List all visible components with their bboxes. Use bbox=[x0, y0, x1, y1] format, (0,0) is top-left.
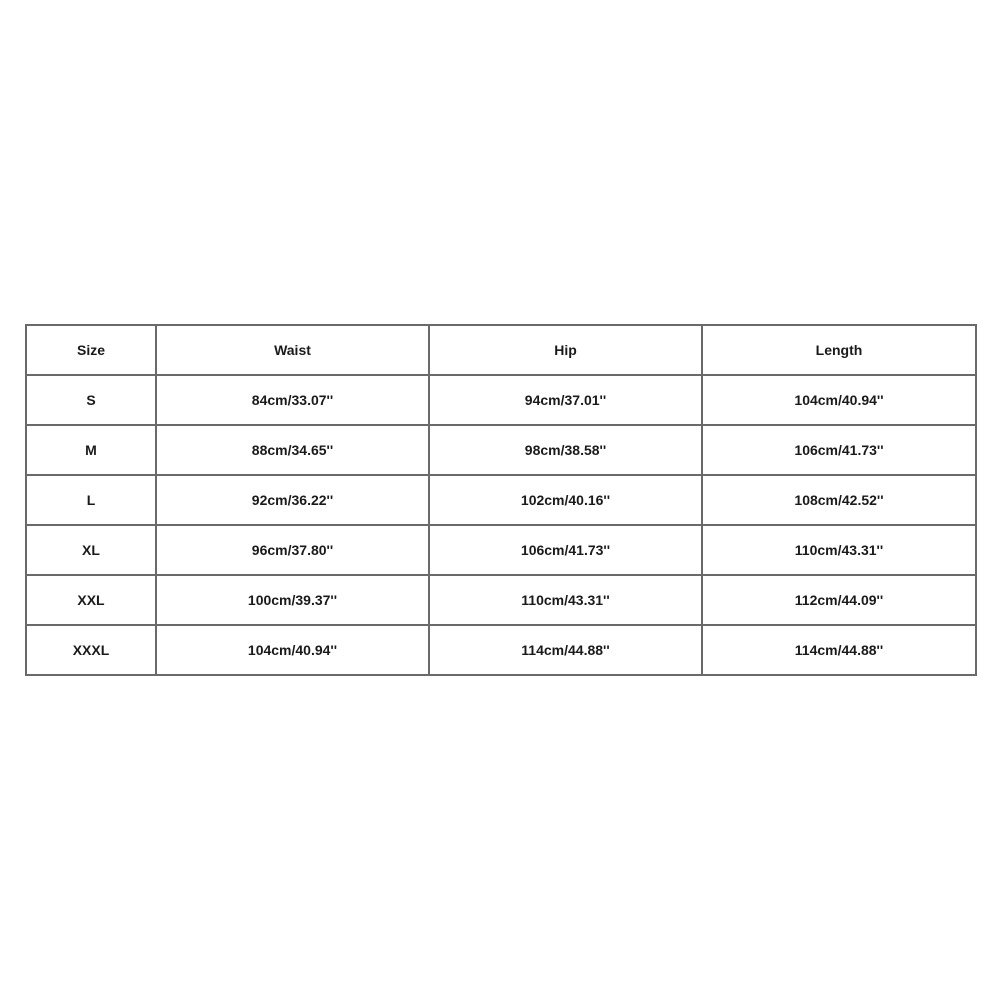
cell-waist: 84cm/33.07'' bbox=[156, 375, 429, 425]
table-row bbox=[26, 625, 976, 675]
cell-length: 106cm/41.73'' bbox=[702, 425, 976, 475]
cell-hip: 98cm/38.58'' bbox=[429, 425, 702, 475]
table-row bbox=[26, 525, 976, 575]
cell-hip: 106cm/41.73'' bbox=[429, 525, 702, 575]
cell-length: 108cm/42.52'' bbox=[702, 475, 976, 525]
header-length: Length bbox=[702, 325, 976, 375]
cell-size: XL bbox=[26, 525, 156, 575]
header-row bbox=[26, 325, 976, 375]
size-chart-table bbox=[25, 324, 977, 676]
table-row bbox=[26, 475, 976, 525]
cell-size: M bbox=[26, 425, 156, 475]
header-waist: Waist bbox=[156, 325, 429, 375]
cell-length: 112cm/44.09'' bbox=[702, 575, 976, 625]
cell-size: XXXL bbox=[26, 625, 156, 675]
cell-length: 110cm/43.31'' bbox=[702, 525, 976, 575]
cell-waist: 104cm/40.94'' bbox=[156, 625, 429, 675]
cell-hip: 102cm/40.16'' bbox=[429, 475, 702, 525]
cell-size: XXL bbox=[26, 575, 156, 625]
cell-size: S bbox=[26, 375, 156, 425]
cell-waist: 88cm/34.65'' bbox=[156, 425, 429, 475]
cell-hip: 110cm/43.31'' bbox=[429, 575, 702, 625]
cell-waist: 96cm/37.80'' bbox=[156, 525, 429, 575]
table-row bbox=[26, 375, 976, 425]
table-row bbox=[26, 425, 976, 475]
cell-length: 114cm/44.88'' bbox=[702, 625, 976, 675]
header-hip: Hip bbox=[429, 325, 702, 375]
cell-hip: 114cm/44.88'' bbox=[429, 625, 702, 675]
cell-length: 104cm/40.94'' bbox=[702, 375, 976, 425]
cell-waist: 100cm/39.37'' bbox=[156, 575, 429, 625]
table-row bbox=[26, 575, 976, 625]
header-size: Size bbox=[26, 325, 156, 375]
cell-hip: 94cm/37.01'' bbox=[429, 375, 702, 425]
cell-waist: 92cm/36.22'' bbox=[156, 475, 429, 525]
cell-size: L bbox=[26, 475, 156, 525]
